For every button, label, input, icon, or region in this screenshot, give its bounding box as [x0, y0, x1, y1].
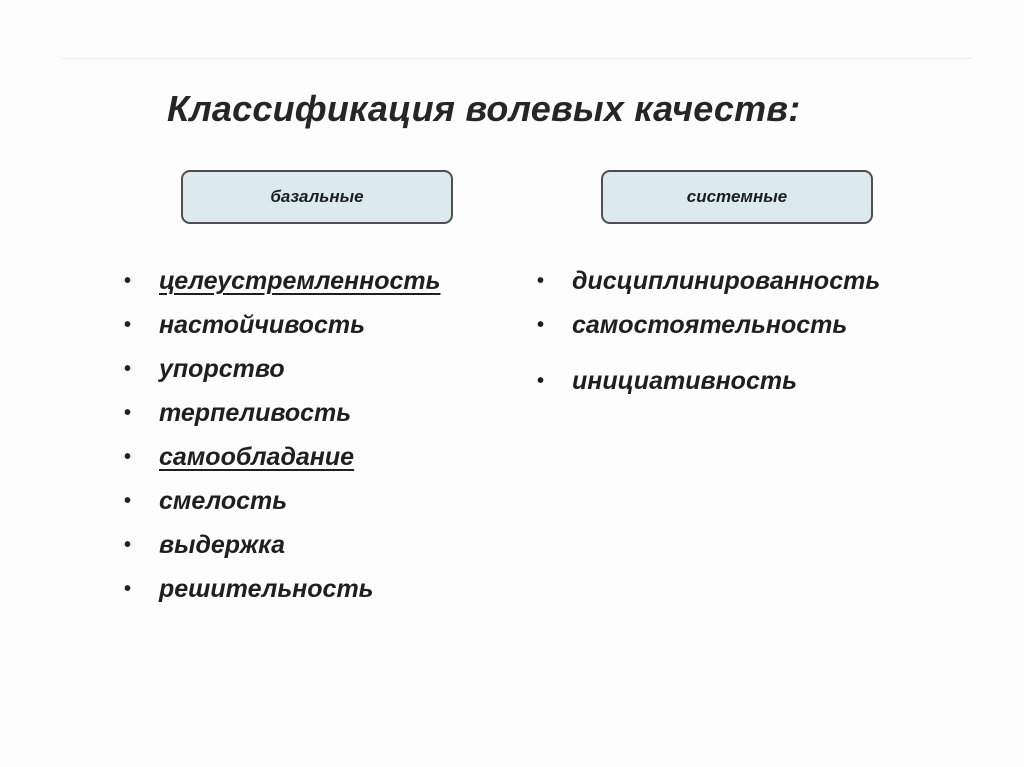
list-item-text: инициативность — [572, 367, 797, 395]
top-divider — [62, 58, 972, 59]
bullet-icon: • — [537, 314, 545, 336]
list-item-text: дисциплинированность — [572, 267, 881, 295]
bullet-icon: • — [124, 490, 132, 512]
list-item — [124, 263, 440, 307]
list-item-text: самообладание — [159, 443, 355, 471]
list-item-text: самостоятельность — [572, 311, 848, 339]
category-label-systemic: системные — [686, 187, 788, 206]
bullet-icon: • — [537, 370, 545, 392]
list-item — [124, 571, 440, 615]
category-box-systemic — [601, 170, 873, 224]
bullet-icon: • — [124, 578, 132, 600]
list-item — [124, 351, 440, 395]
bullet-icon: • — [124, 446, 132, 468]
bullet-icon: • — [124, 314, 132, 336]
basal-qualities-list — [124, 263, 440, 615]
bullet-icon: • — [537, 270, 545, 292]
list-item-text: целеустремленность — [159, 267, 441, 295]
list-item — [124, 483, 440, 527]
category-box-basal — [181, 170, 453, 224]
list-item — [124, 527, 440, 571]
list-item-text: выдержка — [159, 531, 286, 559]
bullet-icon: • — [124, 534, 132, 556]
list-item-text: упорство — [159, 355, 285, 383]
slide-title: Классификация волевых качеств: — [167, 88, 801, 129]
systemic-qualities-list — [537, 263, 880, 407]
list-item-text: терпеливость — [159, 399, 352, 427]
bullet-icon: • — [124, 358, 132, 380]
bullet-icon: • — [124, 402, 132, 424]
bullet-icon: • — [124, 270, 132, 292]
list-item — [537, 363, 880, 407]
list-item-text: решительность — [159, 575, 374, 603]
list-item — [124, 307, 440, 351]
category-label-basal: базальные — [270, 187, 364, 206]
list-item — [537, 307, 880, 351]
list-item — [124, 439, 440, 483]
list-item-text: смелость — [159, 487, 288, 515]
list-item — [124, 395, 440, 439]
list-item — [537, 263, 880, 307]
list-item-text: настойчивость — [159, 311, 365, 339]
